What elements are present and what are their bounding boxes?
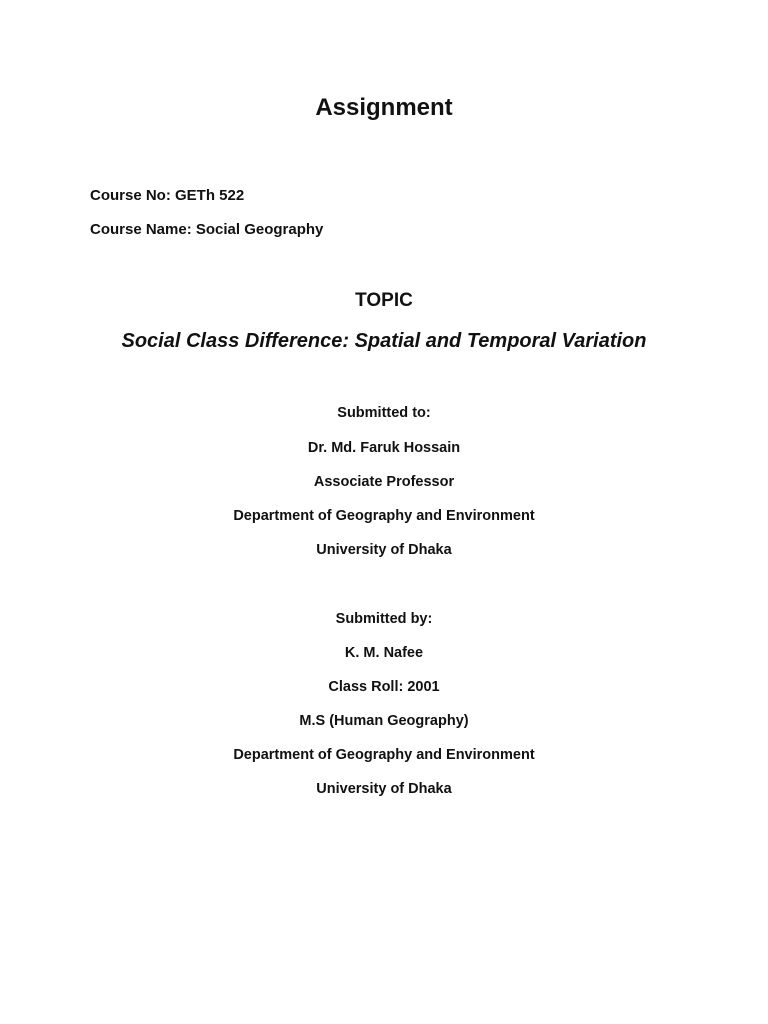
submitted-to-name: Dr. Md. Faruk Hossain <box>307 440 461 456</box>
course-number: Course No: GETh 522 <box>90 187 245 204</box>
course-name: Course Name: Social Geography <box>90 221 324 238</box>
submitted-by-university: University of Dhaka <box>316 781 452 797</box>
submitted-to-designation: Associate Professor <box>313 474 455 490</box>
topic-title: Social Class Difference: Spatial and Temporal Variation <box>121 330 647 352</box>
submitted-by-name: K. M. Nafee <box>344 645 424 661</box>
submitted-to-heading: Submitted to: <box>337 405 431 421</box>
submitted-by-program: M.S (Human Geography) <box>299 713 469 729</box>
submitted-by-department: Department of Geography and Environment <box>233 747 535 763</box>
submitted-by-class-roll: Class Roll: 2001 <box>328 679 440 695</box>
document-title: Assignment <box>315 94 453 121</box>
submitted-by-heading: Submitted by: <box>335 611 433 627</box>
topic-heading: TOPIC <box>355 290 413 311</box>
submitted-to-university: University of Dhaka <box>316 542 452 558</box>
submitted-to-department: Department of Geography and Environment <box>233 508 535 524</box>
